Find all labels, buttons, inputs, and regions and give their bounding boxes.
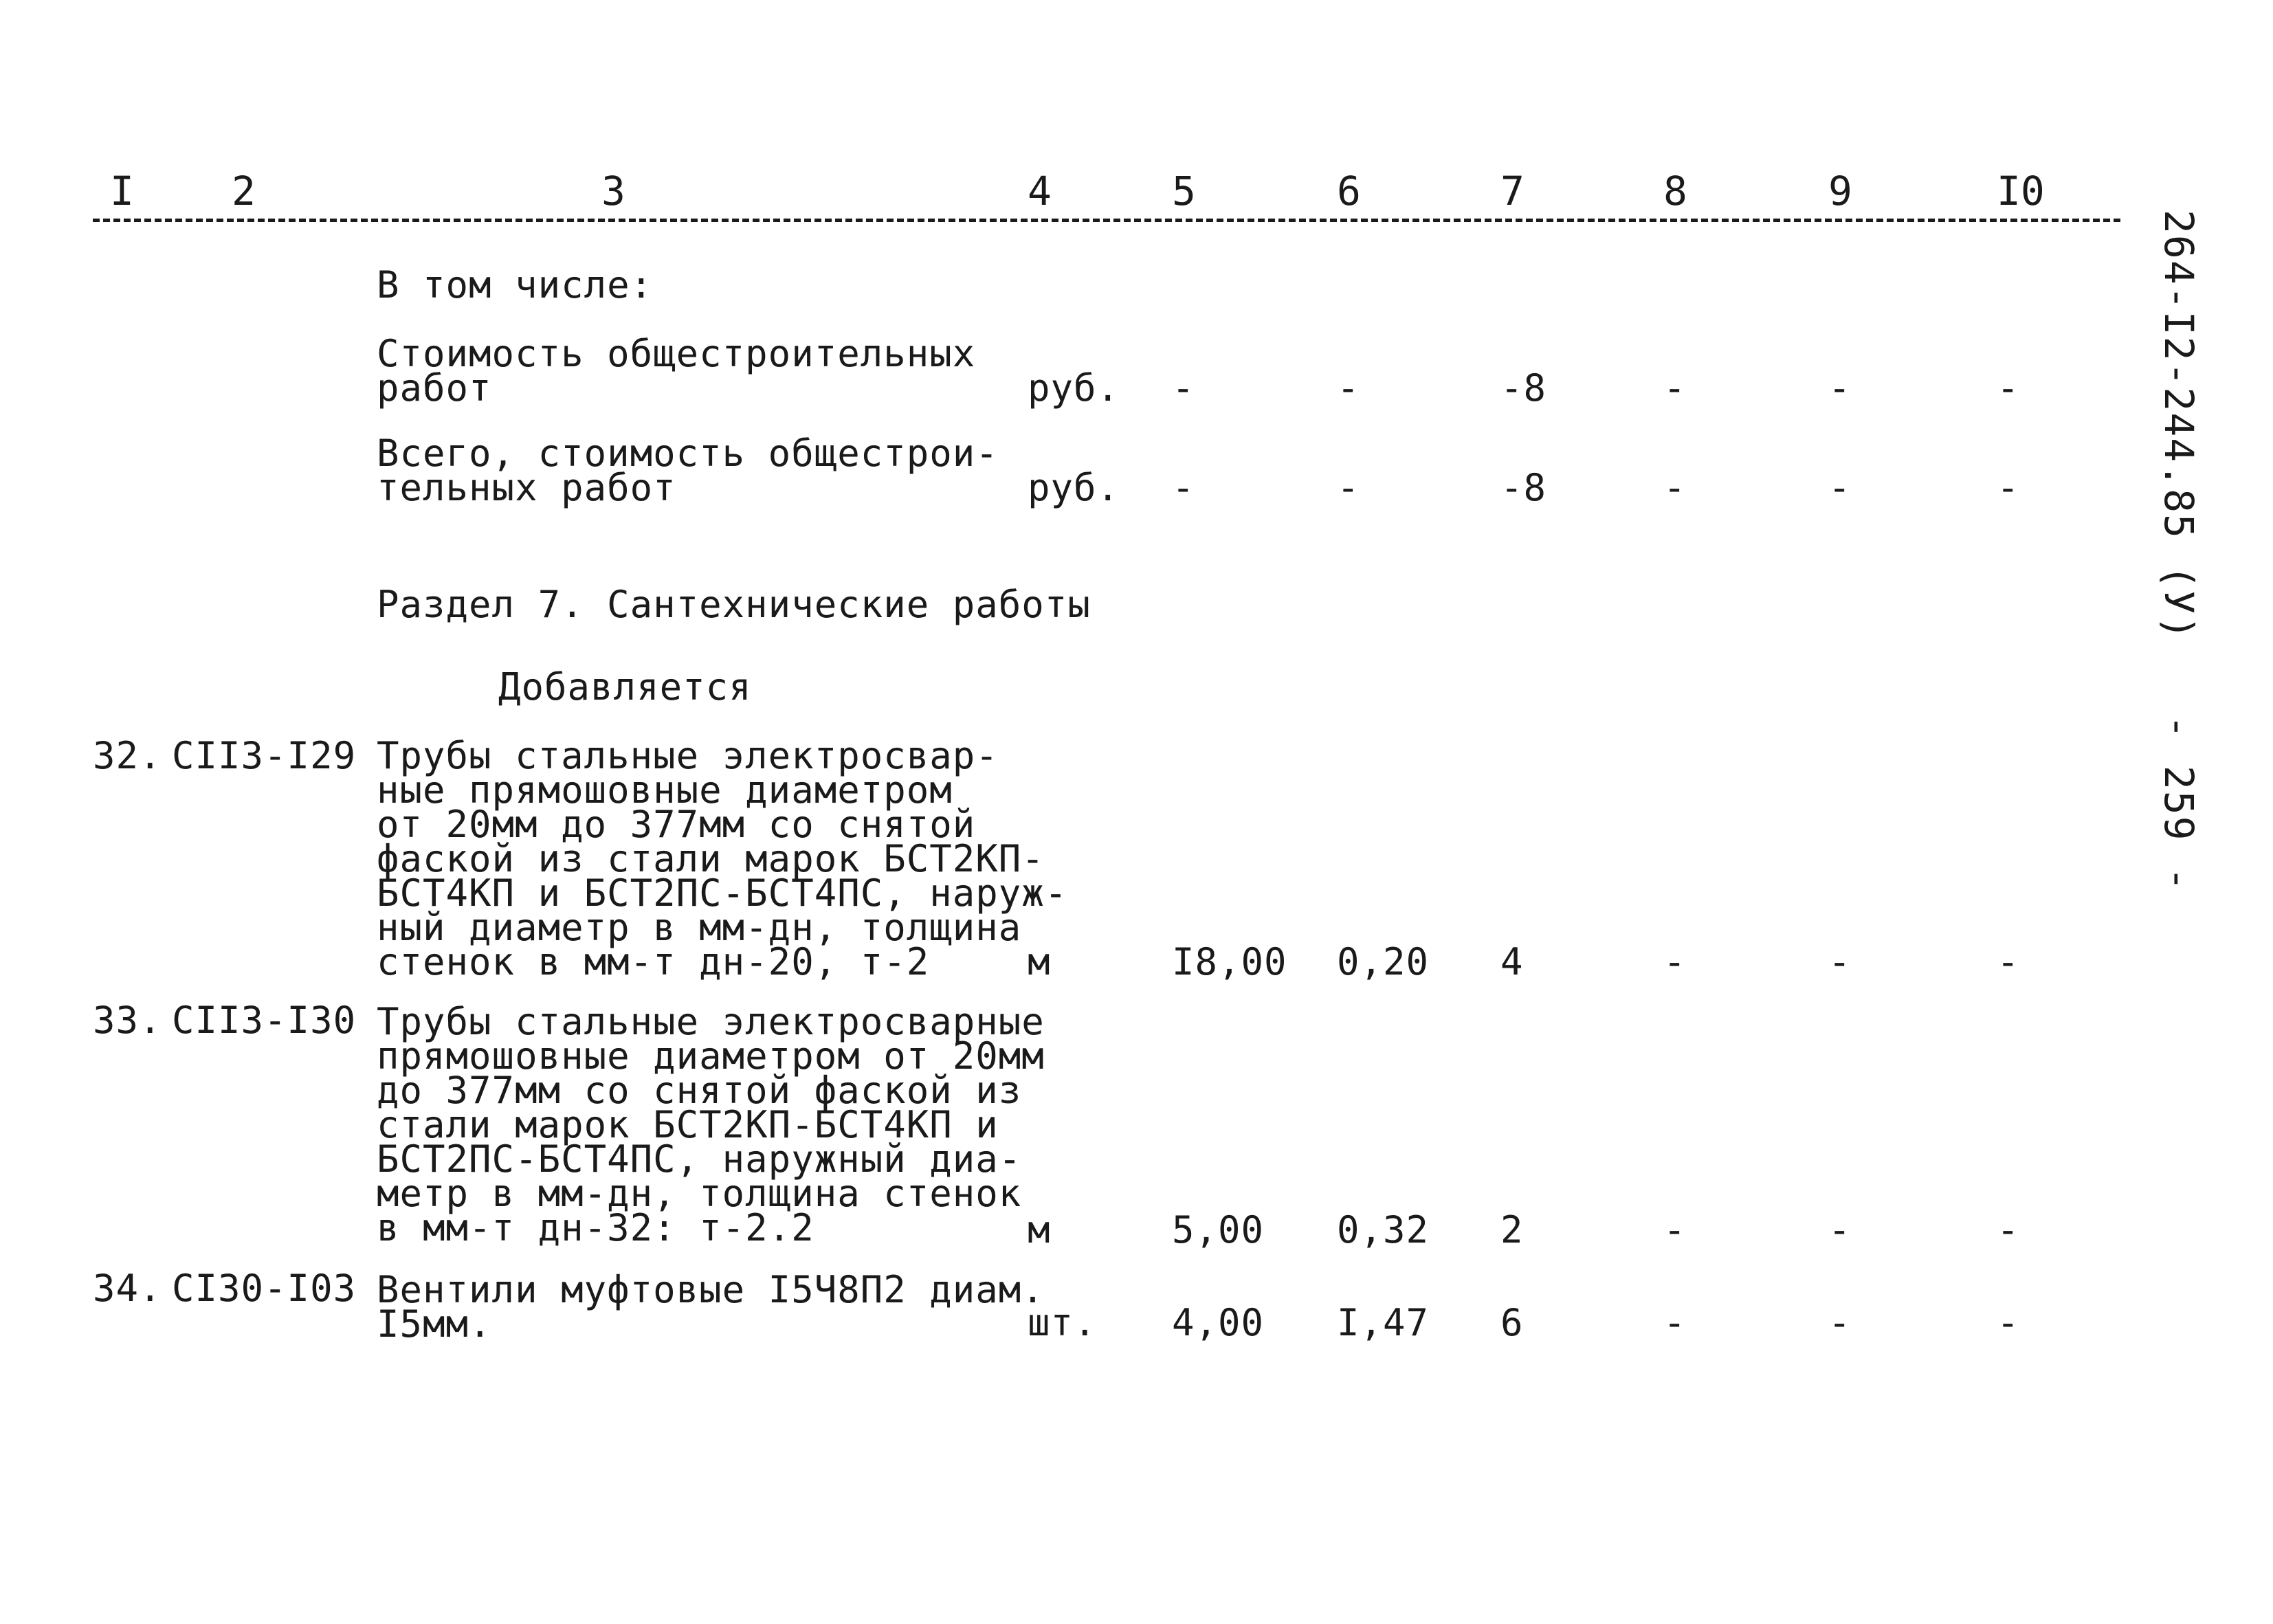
row-34-c7: 6 (1500, 1301, 1524, 1344)
desc-line: Вентили муфтовые I5Ч8П2 диам. (377, 1268, 1045, 1311)
desc-line: Всего, стоимость общестрои- (377, 432, 999, 475)
row-32-c9: - (1828, 940, 1852, 983)
general-row-2-desc (377, 432, 999, 509)
desc-line: стали марок БСТ2КП-БСТ4КП и (377, 1103, 999, 1146)
general-row-1-c7: -8 (1500, 366, 1547, 410)
col-header-2: 2 (232, 168, 256, 214)
row-32-c8: - (1663, 940, 1687, 983)
desc-line: Стоимость общестроительных (377, 332, 976, 375)
row-34-c8: - (1663, 1301, 1687, 1344)
row-34-c10: - (1997, 1301, 2020, 1344)
row-33-c10: - (1997, 1208, 2020, 1252)
desc-line: ные прямошовные диаметром (377, 768, 953, 812)
row-33-c6: 0,32 (1337, 1208, 1430, 1252)
row-32-number: 32. (93, 734, 162, 777)
row-32-c10: - (1997, 940, 2020, 983)
document-code: 264-I2-244.85 (У) (2155, 210, 2202, 641)
desc-line: БСТ4КП и БСТ2ПС-БСТ4ПС, наруж- (377, 871, 1068, 915)
desc-line: I5мм. (377, 1302, 492, 1346)
general-row-2-unit: руб. (1028, 466, 1120, 509)
added-label: Добавляется (498, 665, 752, 709)
row-33-unit: м (1028, 1208, 1051, 1252)
general-row-1-c6: - (1337, 366, 1360, 410)
row-34-c9: - (1828, 1301, 1852, 1344)
col-header-7: 7 (1500, 168, 1524, 214)
general-row-1-unit: руб. (1028, 366, 1120, 410)
row-34-code: СI30-I03 (172, 1267, 357, 1310)
row-33-number: 33. (93, 999, 162, 1042)
row-33-c9: - (1828, 1208, 1852, 1252)
row-34-desc (377, 1268, 1045, 1346)
row-33-desc (377, 1000, 1045, 1249)
col-header-8: 8 (1663, 168, 1687, 214)
desc-line: от 20мм до 377мм со снятой (377, 803, 976, 846)
col-header-6: 6 (1337, 168, 1361, 214)
desc-line: стенок в мм-т дн-20, т-2 (377, 940, 930, 983)
desc-line: Трубы стальные электросвар- (377, 734, 999, 777)
general-row-2-c7: -8 (1500, 466, 1547, 509)
desc-line: Трубы стальные электросварные (377, 1000, 1045, 1043)
row-33-c5: 5,00 (1172, 1208, 1265, 1252)
col-header-3: 3 (601, 168, 625, 214)
col-header-1: I (110, 168, 134, 214)
row-33-c8: - (1663, 1208, 1687, 1252)
general-row-2-c9: - (1828, 466, 1852, 509)
row-33-code: СII3-I30 (172, 999, 357, 1042)
desc-line: работ (377, 366, 492, 410)
including-label: В том числе: (377, 263, 654, 307)
row-32-desc (377, 734, 1068, 983)
col-header-10: I0 (1997, 168, 2045, 214)
col-header-4: 4 (1028, 168, 1052, 214)
general-row-2-c5: - (1172, 466, 1195, 509)
desc-line: тельных работ (377, 466, 676, 509)
section-title: Раздел 7. Сантехнические работы (377, 583, 1091, 626)
row-32-c5: I8,00 (1172, 940, 1287, 983)
general-row-1-c8: - (1663, 366, 1687, 410)
row-33-c7: 2 (1500, 1208, 1524, 1252)
general-row-1-c9: - (1828, 366, 1852, 410)
row-34-c5: 4,00 (1172, 1301, 1265, 1344)
desc-line: до 377мм со снятой фаской из (377, 1069, 1022, 1112)
row-34-number: 34. (93, 1267, 162, 1310)
page-number: - 259 - (2155, 715, 2202, 893)
row-34-c6: I,47 (1337, 1301, 1430, 1344)
row-32-code: СII3-I29 (172, 734, 357, 777)
desc-line: в мм-т дн-32: т-2.2 (377, 1206, 814, 1249)
desc-line: прямошовные диаметром от 20мм (377, 1034, 1045, 1078)
header-rule (93, 219, 2120, 222)
desc-line: метр в мм-дн, толщина стенок (377, 1172, 1022, 1215)
row-32-c7: 4 (1500, 940, 1524, 983)
general-row-1-desc (377, 332, 976, 410)
general-row-2-c6: - (1337, 466, 1360, 509)
desc-line: фаской из стали марок БСТ2КП- (377, 837, 1045, 880)
desc-line: ный диаметр в мм-дн, толщина (377, 906, 1022, 949)
col-header-9: 9 (1828, 168, 1852, 214)
row-32-c6: 0,20 (1337, 940, 1430, 983)
col-header-5: 5 (1172, 168, 1196, 214)
desc-line: БСТ2ПС-БСТ4ПС, наружный диа- (377, 1137, 1022, 1181)
general-row-2-c8: - (1663, 466, 1687, 509)
general-row-2-c10: - (1997, 466, 2020, 509)
general-row-1-c5: - (1172, 366, 1195, 410)
row-34-unit: шт. (1028, 1301, 1097, 1344)
general-row-1-c10: - (1997, 366, 2020, 410)
row-32-unit: м (1028, 940, 1051, 983)
